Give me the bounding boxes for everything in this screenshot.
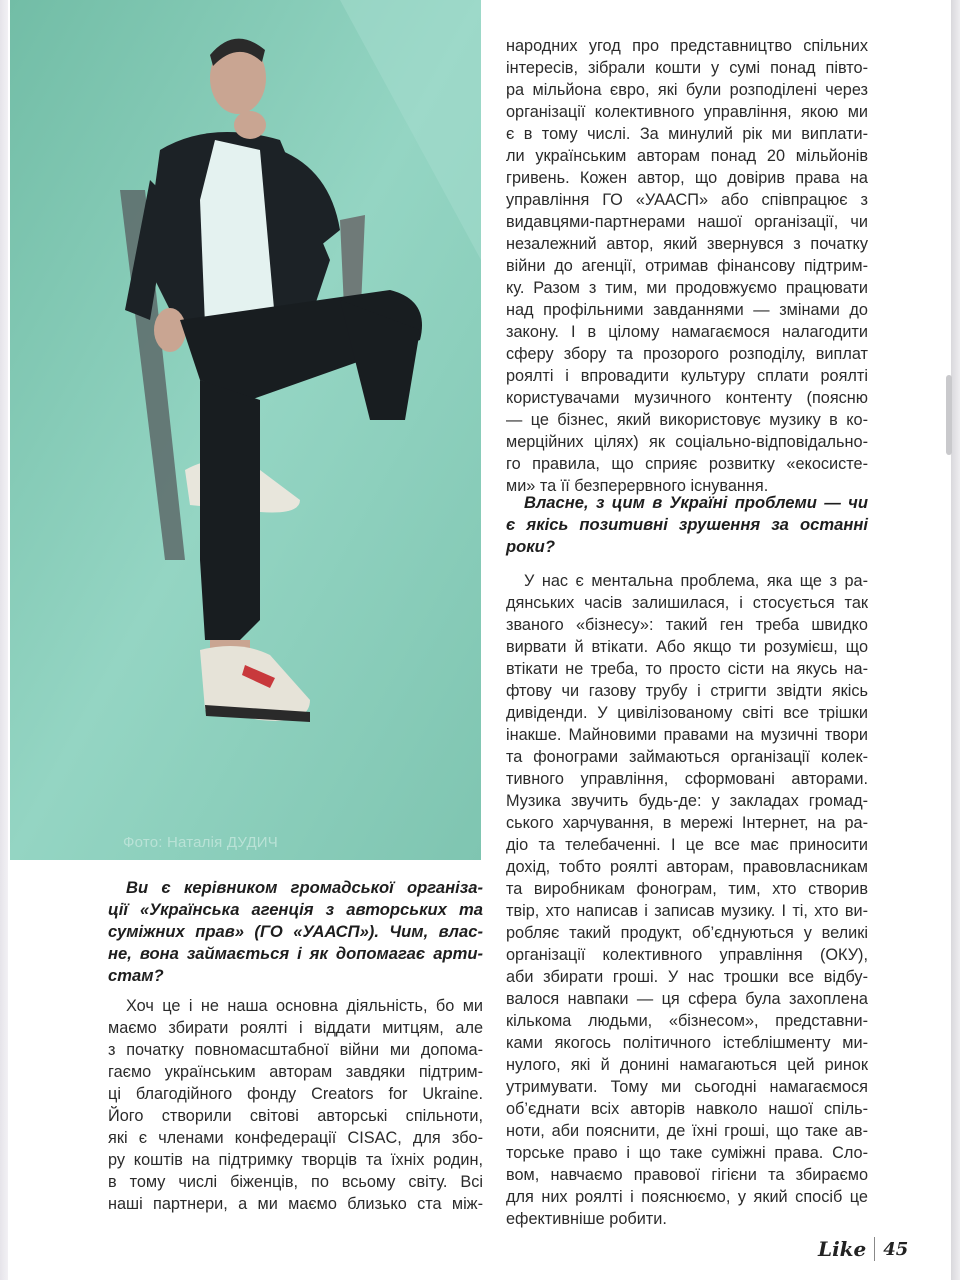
answer-line: гаємо українським авторам завдяки підтрим-: [108, 1063, 483, 1081]
answer-line: втікати не треба, то просто сісти на якусь на-: [506, 660, 868, 678]
answer-line: гривень. Кожен автор, що довірив права на: [506, 169, 868, 187]
question-line: стам?: [108, 966, 164, 985]
answer-line: ру коштів на підтримку творців та їхніх родин,: [108, 1151, 483, 1169]
answer-line: Хоч це і не наша основна діяльність, бо ми: [126, 997, 483, 1015]
answer-line: війни до агенції, отримав фінансову підтрим-: [506, 257, 868, 275]
answer-line: користувачами музичного контенту (поясню: [506, 389, 868, 407]
answer-line: та фонограми займаються організації колек-: [506, 748, 868, 766]
answer-line: діо та телебаченні. І це все має приносити: [506, 836, 868, 854]
question-1: [108, 877, 483, 987]
answer-line: торське право і що таке суміжні права. Сло-: [506, 1144, 868, 1162]
answer-line: видавцями-партнерами нашої організації, чи: [506, 213, 868, 231]
page-left-edge: [0, 0, 8, 1280]
question-2: [506, 492, 868, 558]
answer-line: та виробникам фонограм, тим, хто створив: [506, 880, 868, 898]
answer-line: тивного управління, сформовані авторами.: [506, 770, 868, 788]
question-line: є якісь позитивні зрушення за останні: [506, 515, 868, 534]
answer-line: незалежний автор, який звернувся з початку: [506, 235, 868, 253]
answer-line: дивіденди. У цивілізованому світі все трішки: [506, 704, 868, 722]
answer-line: мерційних цілях) як соціально-відповідально-: [506, 433, 868, 451]
lower-leg: [200, 380, 260, 640]
answer-line: інакше. Майновими правами на музичні твори: [506, 726, 868, 744]
answer-line: У нас є ментальна проблема, яка ще з ра-: [524, 572, 868, 590]
answer-line: маємо збирати роялті і віддати митцям, але: [108, 1019, 483, 1037]
answer-line: ського харчування, в мережі Інтернет, на ра-: [506, 814, 868, 832]
answer-line: робляє такий продукт, об’єднуються у великі: [506, 924, 868, 942]
resting-hand: [154, 308, 186, 352]
answer-line: є в тому числі. За минулий рік ми виплати-: [506, 125, 868, 143]
answer-line: дянських часів залишилася, і стосується так: [506, 594, 868, 612]
answer-line: ноти, аби пояснити, де їхні гроші, що таке ав-: [506, 1122, 868, 1140]
question-line: роки?: [506, 537, 555, 556]
question-line: Ви є керівником громадської організа-: [126, 878, 483, 897]
answer-line: організації колективного управління (ОКУ),: [506, 946, 868, 964]
folio-divider: [874, 1237, 875, 1261]
page-folio: [818, 1236, 908, 1262]
answer-line: над профільними завданнями — змінами до: [506, 301, 868, 319]
answer-line: в тому числі біженців, по всьому світу. Всі: [108, 1173, 483, 1191]
answer-line: ці благодійного фонду Creators for Ukraine.: [108, 1085, 483, 1103]
answer-1: [108, 995, 483, 1215]
scrollbar-thumb[interactable]: [946, 375, 952, 455]
answer-line: закону. І в цілому намагаємося налагодити: [506, 323, 868, 341]
question-line: ції «Українська агенція з авторських та: [108, 900, 483, 919]
answer-line: твір, хто написав і записав музику. І ті, хто ви-: [506, 902, 868, 920]
answer-line: об’єднати всіх авторів навколо нашої спіль-: [506, 1100, 868, 1118]
answer-line: аби збирати гроші. У нас трошки все відбу-: [506, 968, 868, 986]
answer-line: Музика звучить будь-де: у закладах громад-: [506, 792, 868, 810]
portrait-photo: [10, 0, 481, 860]
answer-line: ра мільйона євро, які були розподілені через: [506, 81, 868, 99]
photo-credit: Фото: Наталія ДУДИЧ: [123, 834, 278, 851]
answer-line: го правила, що сприяє розвитку «екосисте-: [506, 455, 868, 473]
answer-line: які є членами конфедерації CISAC, для збо-: [108, 1129, 483, 1147]
answer-line: для них роялті і пояснюємо, у який спосіб це: [506, 1188, 868, 1206]
magazine-logo: Like: [818, 1237, 867, 1261]
answer-line: нулого, які й донині намагаються цей ринок: [506, 1056, 868, 1074]
answer-line: з початку повномасштабної війни ми допома-: [108, 1041, 483, 1059]
answer-line: дохід, тобто роялті авторам, правовласникам: [506, 858, 868, 876]
page-right-edge: [951, 0, 960, 1280]
question-line: не, вона займається і як допомагає арти-: [108, 944, 483, 963]
answer-line: ми» та її безперервного існування.: [506, 477, 769, 495]
answer-line: управління ГО «УААСП» або співпрацює з: [506, 191, 868, 209]
answer-line: — це бізнес, який використовує музику в ко-: [506, 411, 868, 429]
answer-line: організації колективного управління, якою ми: [506, 103, 868, 121]
answer-line: народних угод про представництво спільних: [506, 37, 868, 55]
answer-line: званого «бізнесу»: такий ген треба швидко: [506, 616, 868, 634]
portrait-illustration: [10, 0, 481, 860]
question-line: суміжних прав» (ГО «УААСП»). Чим, влас-: [108, 922, 483, 941]
answer-line: Його створили світові авторські спільноти,: [108, 1107, 483, 1125]
answer-line: роялті і впровадити культуру сплати роялті: [506, 367, 868, 385]
answer-2: [506, 570, 868, 1230]
question-line: Власне, з цим в Україні проблеми — чи: [524, 493, 868, 512]
hand-at-chin: [234, 111, 266, 139]
answer-line: утримувати. Тому ми сьогодні намагаємося: [506, 1078, 868, 1096]
page-number: 45: [883, 1238, 909, 1260]
answer-line: ку. Разом з тим, ми продовжуємо працювати: [506, 279, 868, 297]
answer-line: сферу збору та прозорого розподілу, виплат: [506, 345, 868, 363]
answer-line: наші партнери, а ми маємо близько ста між-: [108, 1195, 483, 1213]
answer-line: ли українським авторам понад 20 мільйонів: [506, 147, 868, 165]
answer-line: ками якогось політичного істеблішменту ми-: [506, 1034, 868, 1052]
answer-line: кількома людьми, «бізнесом», представни-: [506, 1012, 868, 1030]
answer-line: вом, навчаємо правової гігієни та збираємо: [506, 1166, 868, 1184]
answer-line: фтову чи газову трубу і стригти звідти якісь: [506, 682, 868, 700]
answer-line: вирвати й втікати. Або якщо ти розумієш, що: [506, 638, 868, 656]
answer-line: інтересів, зібрали кошти у сумі понад півто-: [506, 59, 868, 77]
answer-1-continued: [506, 35, 868, 497]
answer-line: валося навпаки — ця сфера була захоплена: [506, 990, 868, 1008]
answer-line: ефективніше робити.: [506, 1210, 667, 1228]
